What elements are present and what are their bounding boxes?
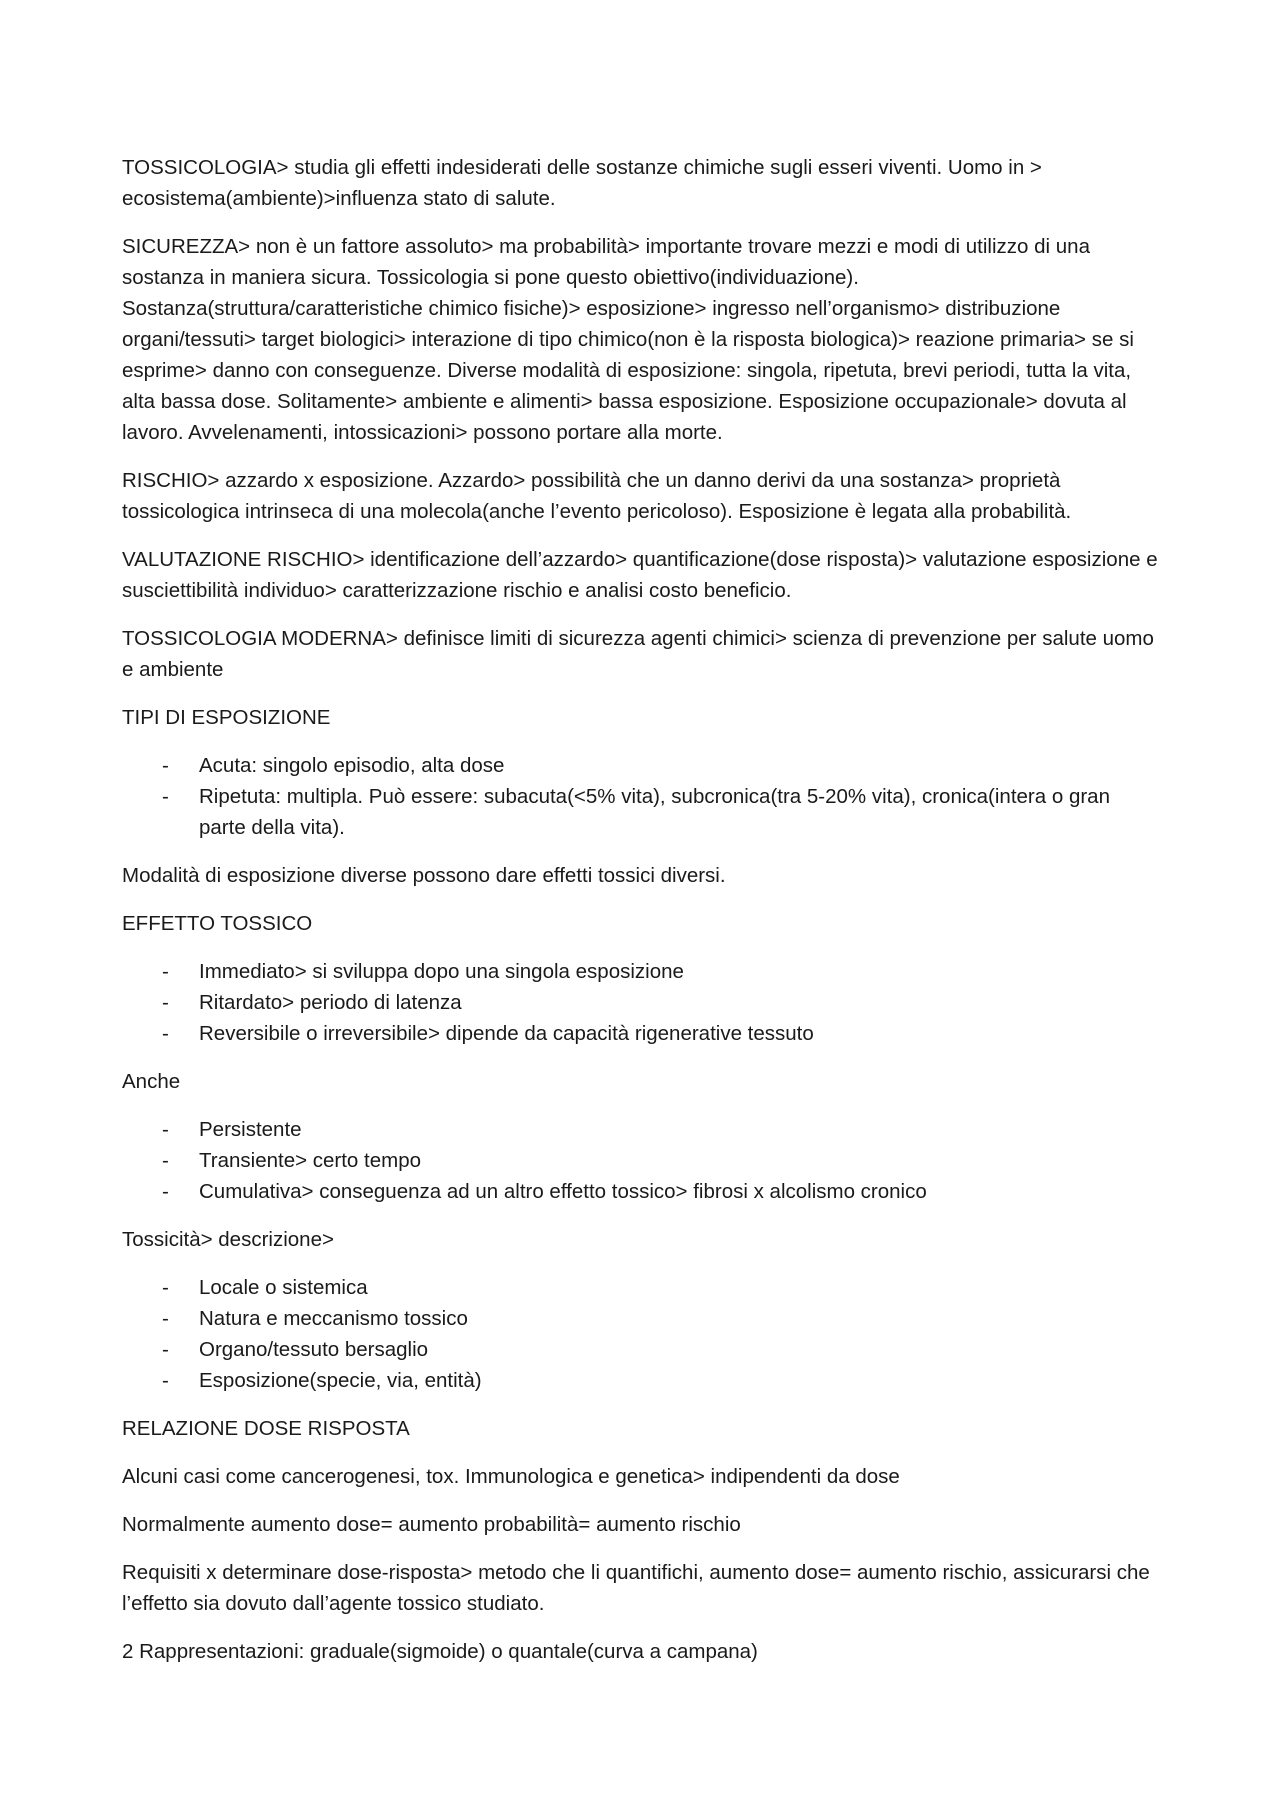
- list-item: - Organo/tessuto bersaglio: [122, 1334, 1160, 1365]
- heading-effetto-tossico: EFFETTO TOSSICO: [122, 912, 313, 935]
- list-item: - Reversibile o irreversibile> dipende da capacità rigenerative tessuto: [122, 1018, 1160, 1049]
- paragraph-valutazione-rischio: VALUTAZIONE RISCHIO> identificazione dell’azzardo> quantificazione(dose risposta)> valutazione esposizione e susciettibilità individuo> caratterizzazione rischio e analisi costo beneficio.: [122, 548, 1158, 602]
- list-effetto-tossico: [122, 956, 1160, 1049]
- list-anche: [122, 1114, 1160, 1207]
- list-tipi-esposizione: [122, 750, 1160, 843]
- paragraph-tossicologia-moderna: TOSSICOLOGIA MODERNA> definisce limiti di sicurezza agenti chimici> scienza di prevenzione per salute uomo e ambiente: [122, 627, 1154, 681]
- list-item: - Esposizione(specie, via, entità): [122, 1365, 1160, 1396]
- heading-tipi-esposizione: TIPI DI ESPOSIZIONE: [122, 706, 331, 729]
- paragraph-rappresentazioni: 2 Rappresentazioni: graduale(sigmoide) o quantale(curva a campana): [122, 1640, 758, 1663]
- heading-relazione-dose-risposta: RELAZIONE DOSE RISPOSTA: [122, 1417, 410, 1440]
- heading-anche: Anche: [122, 1070, 181, 1093]
- list-item: - Locale o sistemica: [122, 1272, 1160, 1303]
- paragraph-sicurezza: SICUREZZA> non è un fattore assoluto> ma probabilità> importante trovare mezzi e modi di utilizzo di una sostanza in maniera sicura. Tossicologia si pone questo obiettivo(individuazione). Sostanza(struttura/caratteristiche chimico fisiche)> esposizione> ingresso nell’organismo> distribuzione organi/tessuti> target biologici> interazione di tipo chimico(non è la risposta biologica)> reazione primaria> se si esprime> danno con conseguenze. Diverse modalità di esposizione: singola, ripetuta, brevi periodi, tutta la vita, alta bassa dose. Solitamente> ambiente e alimenti> bassa esposizione. Esposizione occupazionale> dovuta al lavoro. Avvelenamenti, intossicazioni> possono portare alla morte.: [122, 235, 1134, 444]
- paragraph-requisiti: Requisiti x determinare dose-risposta> metodo che li quantifichi, aumento dose= aumento rischio, assicurarsi che l’effetto sia dovuto dall’agente tossico studiato.: [122, 1561, 1150, 1615]
- paragraph-rischio: RISCHIO> azzardo x esposizione. Azzardo> possibilità che un danno derivi da una sostanza> proprietà tossicologica intrinseca di una molecola(anche l’evento pericoloso). Esposizione è legata alla probabilità.: [122, 469, 1072, 523]
- list-tossicita: [122, 1272, 1160, 1396]
- list-item: - Transiente> certo tempo: [122, 1145, 1160, 1176]
- paragraph-alcuni-casi: Alcuni casi come cancerogenesi, tox. Immunologica e genetica> indipendenti da dose: [122, 1465, 900, 1488]
- list-item: - Natura e meccanismo tossico: [122, 1303, 1160, 1334]
- list-item: - Acuta: singolo episodio, alta dose: [122, 750, 1160, 781]
- paragraph-modalita: Modalità di esposizione diverse possono dare effetti tossici diversi.: [122, 864, 726, 887]
- heading-tossicita: Tossicità> descrizione>: [122, 1228, 334, 1251]
- list-item: - Cumulativa> conseguenza ad un altro effetto tossico> fibrosi x alcolismo cronico: [122, 1176, 1160, 1207]
- list-item: - Ritardato> periodo di latenza: [122, 987, 1160, 1018]
- list-item: - Persistente: [122, 1114, 1160, 1145]
- paragraph-normalmente: Normalmente aumento dose= aumento probabilità= aumento rischio: [122, 1513, 741, 1536]
- list-item: - Immediato> si sviluppa dopo una singola esposizione: [122, 956, 1160, 987]
- list-item: - Ripetuta: multipla. Può essere: subacuta(<5% vita), subcronica(tra 5-20% vita), cronica(intera o gran parte della vita).: [122, 781, 1160, 843]
- paragraph-tossicologia: TOSSICOLOGIA> studia gli effetti indesiderati delle sostanze chimiche sugli esseri viventi. Uomo in > ecosistema(ambiente)>influenza stato di salute.: [122, 156, 1042, 210]
